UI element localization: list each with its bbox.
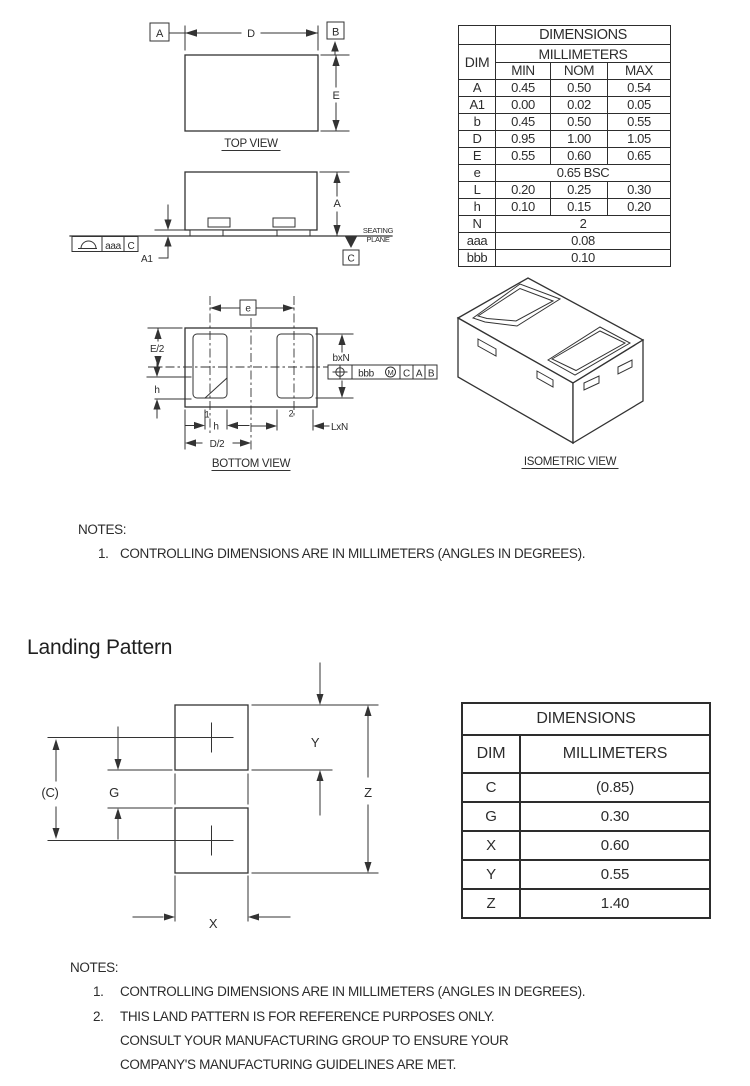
dim-cell: E [459,148,496,165]
note-item [70,1009,730,1025]
pin1-chamfer [205,378,227,398]
datum-a-flag [150,23,184,41]
value-cell: 0.60 [520,831,710,860]
side-view [70,172,394,265]
dim-cell: A [459,80,496,97]
note-number: 1. [93,984,104,999]
table-row [459,148,671,165]
col-header-nom: NOM [551,63,608,80]
dim-cell: Z [462,889,520,918]
value-cell: 0.55 [520,860,710,889]
table-row [462,831,710,860]
seating-plane-callout [343,226,394,265]
table-row [459,182,671,199]
dim-cell: Y [462,860,520,889]
land-dim-c [41,739,59,839]
position-tolerance-frame [328,365,437,380]
value-cell: 0.30 [608,182,671,199]
datum-b-flag [327,22,344,55]
arrowhead [306,29,318,37]
table-row [459,45,671,63]
value-cell: 0.50 [551,80,608,97]
dim-lxn [252,410,348,433]
datum-c-label: C [347,253,355,265]
arrowhead [185,29,197,37]
landing-pattern-notes [70,960,730,1073]
table-row [462,802,710,831]
value-cell: 0.20 [608,199,671,216]
value-cell: 0.45 [496,114,551,131]
value-cell: 0.45 [496,80,551,97]
note-text: CONTROLLING DIMENSIONS ARE IN MILLIMETERS (ANGLES IN DEGREES). [120,984,586,999]
value-cell: (0.85) [520,773,710,802]
dim-e2 [148,328,182,367]
land-dim-y [252,663,378,815]
profile-tolerance-value: aaa [105,241,121,252]
dim-pitch [210,300,294,315]
value-cell: 0.55 [496,148,551,165]
table-row [459,26,671,45]
dim-label-pitch: e [245,303,251,315]
dim-cell: C [462,773,520,802]
dim-cell: bbb [459,250,496,267]
col-header-max: MAX [608,63,671,80]
table-row [462,703,710,735]
table-row [459,131,671,148]
dim-label-e2: E/2 [149,344,165,355]
dim-header: DIM [459,45,496,80]
dim-cell: b [459,114,496,131]
dim-label-h: h [154,385,160,396]
dim-label-a: A [333,198,341,210]
table-row [459,233,671,250]
dim-h-bottom [186,410,249,433]
dim-cell: e [459,165,496,182]
dim-label-d: D [247,28,255,40]
profile-tolerance-frame [72,237,138,253]
notes-title: NOTES: [78,522,127,537]
value-cell: 0.25 [551,182,608,199]
landing-pattern-table [461,702,711,919]
value-cell: 0.95 [496,131,551,148]
table-row [459,165,671,182]
dim-cell: N [459,216,496,233]
land-dim-g [108,727,172,839]
dim-label-lxn: LxN [331,422,348,433]
position-tolerance-value: bbb [358,368,374,380]
land-dim-label-z: Z [364,785,372,800]
seating-plane-label-1: SEATING [362,226,394,235]
bottom-view-title: BOTTOM VIEW [211,458,291,470]
table-row [459,216,671,233]
land-dim-z [252,705,378,873]
value-cell: 0.02 [551,97,608,114]
datum-a-label: A [155,28,164,40]
value-cell: 0.00 [496,97,551,114]
dim-cell: G [462,802,520,831]
value-cell: 0.20 [496,182,551,199]
seating-plane-label-2: PLANE [366,235,390,244]
isometric-view-title: ISOMETRIC VIEW [523,456,617,468]
note-item [78,546,718,562]
table-row [459,114,671,131]
note-text-continuation: COMPANY'S MANUFACTURING GUIDELINES ARE MET. [120,1057,457,1072]
table-row [462,773,710,802]
top-view-title: TOP VIEW [224,138,278,150]
pad-2 [277,334,313,398]
land-dim-label-x: X [208,916,218,931]
note-text-continuation: CONSULT YOUR MANUFACTURING GROUP TO ENSURE YOUR [120,1033,509,1048]
datum-triangle-icon [345,237,357,249]
value-cell: 0.60 [551,148,608,165]
position-datum-2: A [415,368,423,380]
dim-cell: h [459,199,496,216]
dim-label-bxn: bxN [332,353,350,364]
land-dim-label-g: G [109,785,119,800]
value-cell: 2 [496,216,671,233]
table-row [462,735,710,773]
package-dimensions-table [458,25,671,267]
dim-label-d2: D/2 [209,439,225,450]
value-cell: 1.40 [520,889,710,918]
table-row [459,199,671,216]
value-cell: 0.10 [496,250,671,267]
note-item [70,984,730,1000]
note-text: THIS LAND PATTERN IS FOR REFERENCE PURPOSES ONLY. [120,1009,495,1024]
package-notes [78,522,718,562]
dim-cell: D [459,131,496,148]
value-cell: 0.50 [551,114,608,131]
land-dim-label-c: (C) [41,785,59,800]
table-row [462,889,710,918]
empty-cell [459,26,496,45]
unit-header: MILLIMETERS [520,735,710,773]
dim-label-a1: A1 [141,254,153,265]
dim-cell: L [459,182,496,199]
pin-1-number: 1 [204,409,210,420]
mmc-m-label: M [387,368,394,377]
value-cell: 0.55 [608,114,671,131]
land-dim-label-y: Y [310,735,320,750]
value-cell: 1.00 [551,131,608,148]
top-view [150,22,349,151]
position-datum-1: C [403,368,410,380]
col-header-min: MIN [496,63,551,80]
table-row [462,860,710,889]
isometric-view [458,278,643,469]
value-cell: 0.65 [608,148,671,165]
landing-pattern-drawing [0,655,440,955]
dim-cell: A1 [459,97,496,114]
dim-cell: aaa [459,233,496,250]
bottom-view [147,296,437,471]
dim-a1-callout [141,205,184,265]
value-cell: 0.15 [551,199,608,216]
dim-label-e: E [332,90,340,102]
notes-title: NOTES: [70,960,119,975]
dim-cell: X [462,831,520,860]
note-number: 2. [93,1009,104,1024]
table-row [459,250,671,267]
table-title: DIMENSIONS [496,26,671,45]
unit-header: MILLIMETERS [496,45,671,63]
value-cell: 0.05 [608,97,671,114]
table-title: DIMENSIONS [462,703,710,735]
dim-label-h2: h [213,421,219,433]
pin-2-number: 2 [288,408,294,419]
value-cell: 0.54 [608,80,671,97]
table-row [459,80,671,97]
land-dim-x [133,876,290,931]
datum-b-label: B [331,26,340,39]
table-row [459,97,671,114]
note-number: 1. [98,546,109,561]
value-cell: 1.05 [608,131,671,148]
note-text: CONTROLLING DIMENSIONS ARE IN MILLIMETERS (ANGLES IN DEGREES). [120,546,586,561]
landing-pattern-heading: Landing Pattern [27,636,173,659]
value-cell: 0.65 BSC [496,165,671,182]
value-cell: 0.08 [496,233,671,250]
profile-tolerance-datum: C [127,241,135,252]
value-cell: 0.30 [520,802,710,831]
value-cell: 0.10 [496,199,551,216]
dim-header: DIM [462,735,520,773]
position-datum-3: B [427,368,435,380]
